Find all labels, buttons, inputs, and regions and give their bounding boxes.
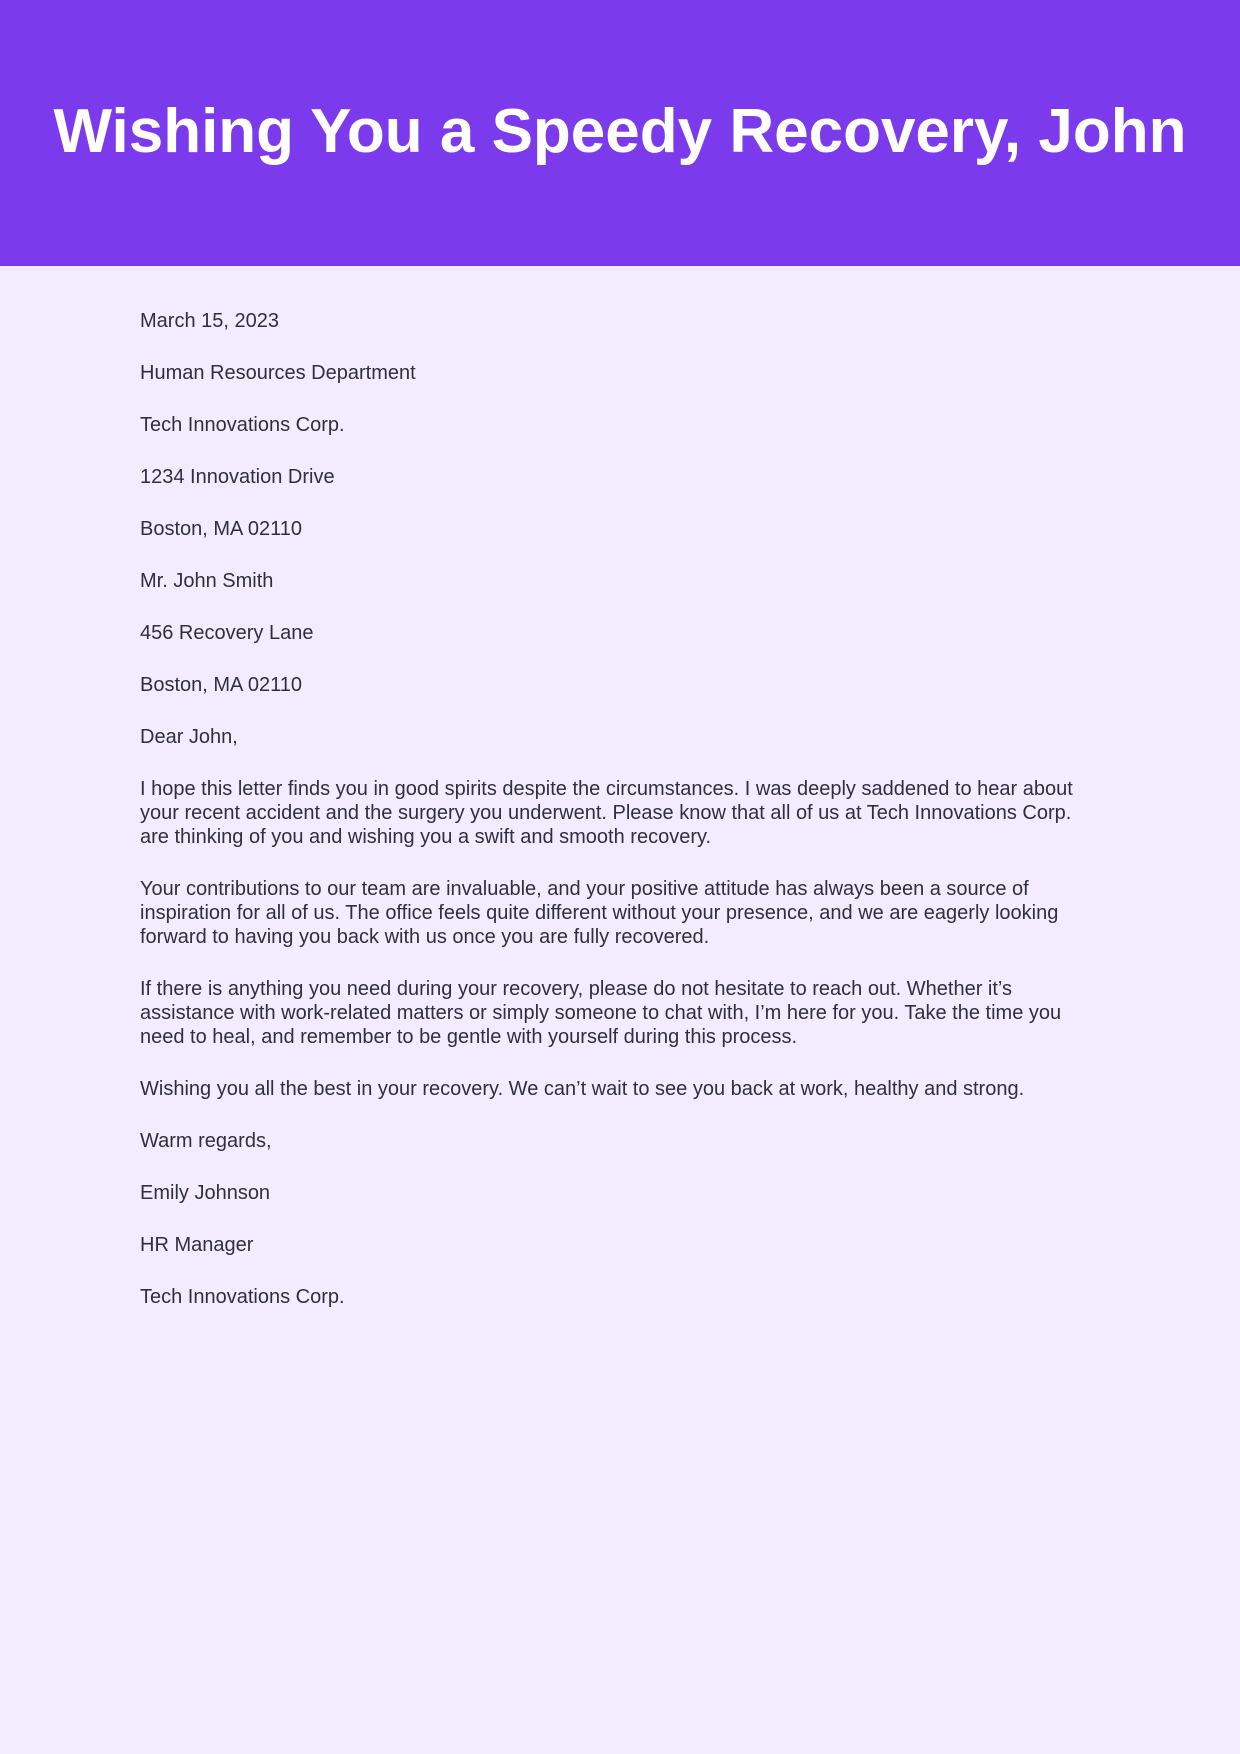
letter-header: [0, 0, 1240, 266]
signature-company: Tech Innovations Corp.: [140, 1286, 345, 1308]
closing: Warm regards,: [140, 1130, 272, 1152]
body-paragraph: Wishing you all the best in your recovery. We can’t wait to see you back at work, healthy and strong.: [140, 1078, 1025, 1100]
recipient-name: Mr. John Smith: [140, 570, 274, 592]
recipient-street: 456 Recovery Lane: [140, 622, 314, 644]
salutation: Dear John,: [140, 726, 238, 748]
sender-city: Boston, MA 02110: [140, 518, 302, 540]
signature-title: HR Manager: [140, 1234, 254, 1256]
sender-street: 1234 Innovation Drive: [140, 466, 335, 488]
body-paragraph: Your contributions to our team are invaluable, and your positive attitude has always been a source of inspiration for all of us. The office feels quite different without your presence, and we are eagerly looking forward to having you back with us once you are fully recovered.: [140, 878, 1059, 948]
page-title: Wishing You a Speedy Recovery, John: [53, 97, 1187, 166]
letter-date: March 15, 2023: [140, 310, 279, 332]
recipient-city: Boston, MA 02110: [140, 674, 302, 696]
body-paragraph: If there is anything you need during your recovery, please do not hesitate to reach out. Whether it’s assistance with work-related matters or simply someone to chat with, I’m here for you. Take the time you need to heal, and remember to be gentle with yourself during this process.: [140, 978, 1062, 1048]
signature-name: Emily Johnson: [140, 1182, 271, 1204]
sender-company: Tech Innovations Corp.: [140, 414, 345, 436]
letter-body: [0, 266, 1240, 1309]
sender-department: Human Resources Department: [140, 362, 416, 384]
body-paragraph: I hope this letter finds you in good spirits despite the circumstances. I was deeply saddened to hear about your recent accident and the surgery you underwent. Please know that all of us at Tech Innovations Corp. are thinking of you and wishing you a swift and smooth recovery.: [140, 778, 1073, 848]
